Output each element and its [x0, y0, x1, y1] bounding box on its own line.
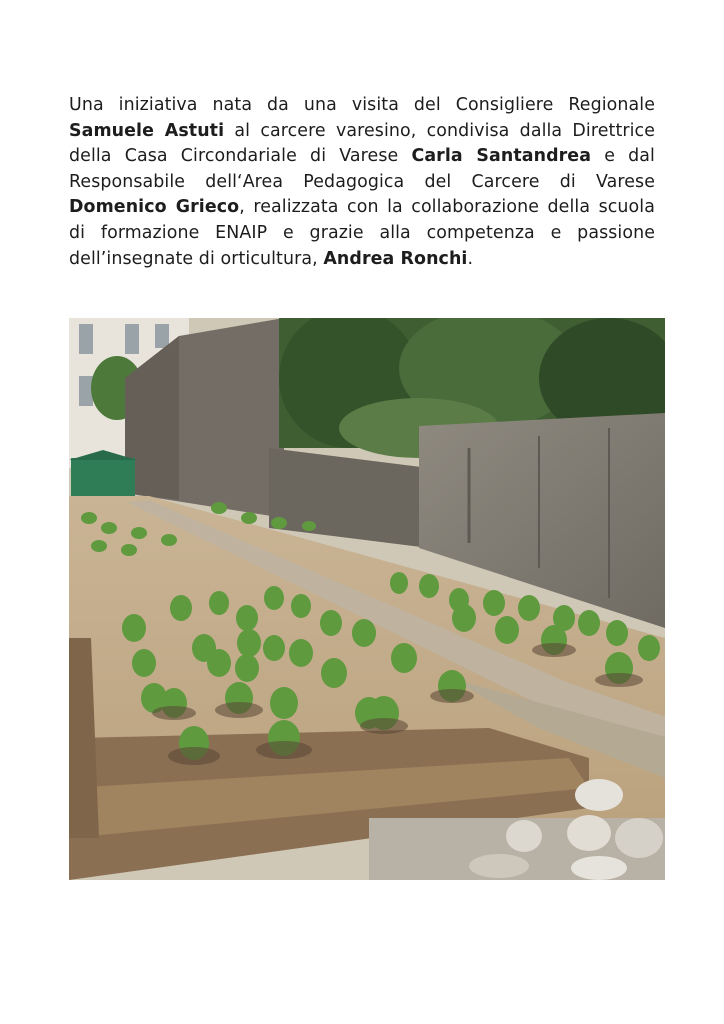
text-segment: .: [467, 248, 474, 269]
name-domenico-grieco: Domenico Grieco: [69, 197, 240, 218]
stone: [571, 856, 627, 880]
name-samuele-astuti: Samuele Astuti: [69, 120, 225, 141]
text-segment: al carcere varesino, condivisa dalla Direttrice della Casa Circondariale di Varese: [69, 120, 655, 167]
stone: [615, 818, 663, 858]
garden-photo: [69, 318, 665, 880]
stone: [575, 779, 623, 811]
text-segment: e dal Responsabile dell‘Area Pedagogica del Carcere di Varese: [69, 146, 655, 192]
stone-wall: [269, 448, 429, 548]
name-andrea-ronchi: Andrea Ronchi: [323, 248, 468, 269]
intro-paragraph: [69, 93, 655, 272]
green-shed: [71, 458, 135, 502]
garden-illustration: [69, 318, 665, 880]
stone: [469, 854, 529, 878]
building-window: [155, 324, 169, 348]
building-window: [125, 324, 139, 354]
name-carla-santandrea: Carla Santandrea: [411, 146, 592, 167]
building-window: [79, 376, 93, 406]
stone: [567, 815, 611, 851]
text-segment: , realizzata con la collaborazione della scuola di formazione ENAIP e grazie alla competenza e passione dell’insegnate di orticultura,: [69, 197, 655, 269]
text-segment: Una iniziativa nata da una visita del Consigliere Regionale: [69, 95, 655, 115]
building-window: [79, 324, 93, 354]
stone: [506, 820, 542, 852]
